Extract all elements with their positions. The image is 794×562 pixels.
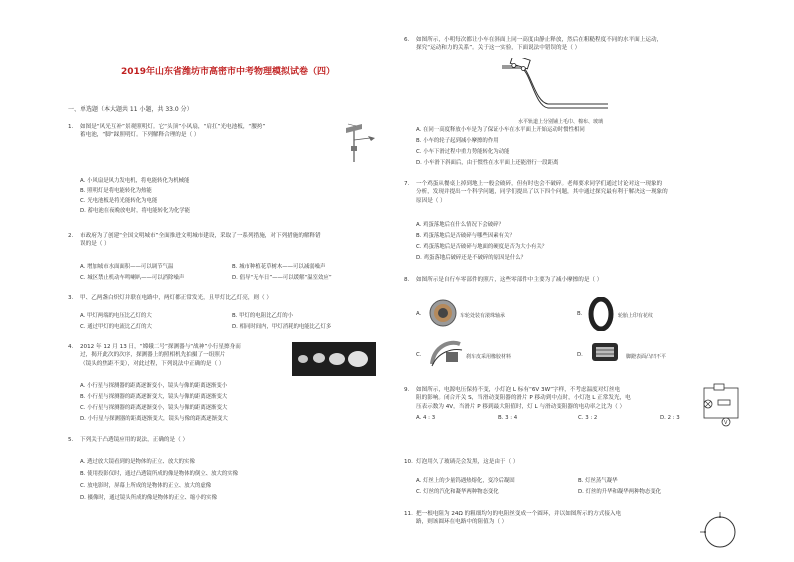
- question-4: [68, 343, 241, 368]
- ball-bearing-photo: [428, 298, 458, 328]
- option: A. 4 : 3: [416, 415, 436, 421]
- option: A. 鸡蛋落地后在什么情况下会破碎？: [416, 222, 504, 228]
- option: B. 照明灯是将电能转化为热能: [80, 188, 152, 194]
- question-number: 10.: [404, 459, 413, 465]
- question-text: 一个鸡蛋从餐桌上掉到地上一般会破碎，但有时也会不破碎。老师要求同学们通过讨论对这一现象的: [416, 181, 663, 187]
- option: C. 光电池板是将光能转化为电能: [80, 198, 158, 204]
- option: D. 鸡蛋落地后破碎还是不破碎的原因是什么？: [416, 255, 527, 261]
- section-heading: 一、单选题（本大题共 11 小题，共 33.0 分）: [68, 106, 193, 113]
- ring-resistor-figure: [700, 510, 740, 550]
- question-number: 9.: [404, 387, 410, 393]
- option: C. 放电影时，屏幕上所成的是物体的正立、放大的虚像: [80, 483, 212, 489]
- option: B. 鸡蛋落地后是否破碎与哪些因素有关？: [416, 233, 515, 239]
- option: D. 倡导“无车日”——可以缓解“温室效应”: [232, 275, 332, 281]
- option: A. 在同一高度释放小车是为了保证小车在水平面上开始运动时惯性相同: [416, 127, 585, 133]
- option-letter: C.: [416, 352, 422, 358]
- question-number: 11.: [404, 511, 413, 517]
- option: C. 灯丝的汽化和凝华两种物态变化: [416, 489, 499, 495]
- option: B. 小行星与探测器的距离逐渐变大，镜头与像的距离逐渐变大: [80, 394, 228, 400]
- question-text: 路，则该圆环在电路中的阻值为（ ）: [416, 519, 508, 526]
- option: A. 增加城市水面面积——可以调节气温: [80, 264, 174, 270]
- brake-pad-photo: [428, 338, 464, 370]
- image-label: 刹车皮采用橡胶材料: [466, 354, 512, 360]
- image-label: 脚蹬表面凸凹不平: [626, 354, 667, 360]
- question-6: [404, 36, 662, 53]
- option: C. 通过甲灯的电流比乙灯的大: [80, 324, 152, 330]
- question-text: 探究“运动和力的关系”。关于这一实验，下面说法中错误的是（ ）: [416, 45, 581, 52]
- option: A. 灯丝上的少量钨遇热熔化，变冷后凝固: [416, 478, 515, 484]
- pedal-photo: [588, 337, 624, 369]
- option-letter: D.: [577, 352, 583, 358]
- question-11: [404, 510, 621, 527]
- question-text: 蓄电池，“脚”踩照明灯。下列解释合理的是（ ）: [80, 132, 200, 139]
- option: A. 小行星与探测器的距离逐渐变小，镜头与像的距离逐渐变小: [80, 383, 228, 389]
- question-2: [68, 232, 321, 249]
- svg-text:V: V: [724, 420, 728, 426]
- question-8: [404, 276, 602, 284]
- question-text: 原因是（ ）: [416, 197, 446, 204]
- question-7: [404, 180, 668, 205]
- question-number: 8.: [404, 277, 410, 283]
- question-number: 7.: [404, 181, 410, 187]
- circuit-diagram: [700, 382, 744, 428]
- incline-cart-figure: [500, 58, 610, 116]
- street-light-figure: [340, 122, 378, 164]
- question-text: 如图所示是自行车零部件的照片，这些零部件中主要为了减小摩擦的是（ ）: [416, 277, 603, 283]
- question-1: [68, 123, 265, 140]
- question-text: 过，揭开此次的次序，探测器上的照相机先拍摄了一组照片: [80, 352, 226, 359]
- option: C. 3 : 2: [578, 415, 598, 421]
- question-text: 阻的影响。闭合开关 S，当滑动变阻器的滑片 P 移动到中点时，小灯泡 L 正常发光，电: [416, 395, 631, 402]
- question-9: [404, 386, 631, 411]
- question-number: 2.: [68, 233, 74, 239]
- option: B. 小车的轮子起到减小摩擦的作用: [416, 138, 499, 144]
- question-10: [404, 458, 518, 466]
- tire-photo: [588, 297, 618, 331]
- question-text: 把一根电阻为 24Ω 的粗细均匀的电阻丝变成一个圆环，并以如图所示的方式接入电: [416, 511, 622, 517]
- question-3: [68, 294, 272, 302]
- question-text: 如图是“风光互补”景观照明灯。它“头顶”小风扇，“肩扛”光电池板，“腰挎”: [80, 124, 266, 130]
- question-text: 甲、乙两盏白炽灯并联在电路中，两灯都正常发光，且甲灯比乙灯亮，则（ ）: [80, 295, 272, 301]
- image-label: 车轮处装有滚珠轴承: [460, 313, 506, 319]
- option: C. 小行星与探测器的距离逐渐变小，镜头与像的距离逐渐变大: [80, 405, 228, 411]
- asteroid-photo-strip: [292, 342, 376, 376]
- question-text: 分析，发现并提出一个科学问题，同学们提出了以下四个问题，其中通过探究最有利于解决这一现象的: [416, 189, 668, 196]
- option: C. 鸡蛋落地后是否破碎与地面的硬度是否为大小有关？: [416, 244, 548, 250]
- option: A. 甲灯两端的电压比乙灯的大: [80, 313, 152, 319]
- question-number: 5.: [68, 437, 74, 443]
- question-number: 4.: [68, 344, 74, 350]
- question-text: 误的是（ ）: [80, 241, 110, 248]
- question-text: 下列关于凸透镜应用的说法，正确的是（ ）: [80, 437, 189, 443]
- option: B. 使用投影仪时，通过凸透镜所成的像是物体的倒立、放大的实像: [80, 471, 239, 477]
- option: A. 小风扇是风力发电机，将电能转化为机械能: [80, 178, 190, 184]
- option: D. 灯丝的升华和凝华两种物态变化: [578, 489, 662, 495]
- question-text: 如图所示，小明每次都让小车在斜面上同一高度由静止释放，然后在粗糙程度不同的水平面上运动，: [416, 37, 663, 43]
- question-text: 压表示数为 4V，当滑片 P 移到最大阻值时，灯 L 与滑动变阻器的电功率之比为（ ）: [416, 403, 626, 410]
- option-letter: A.: [416, 311, 422, 317]
- option: B. 3 : 4: [498, 415, 518, 421]
- question-number: 3.: [68, 295, 74, 301]
- exam-title: 2019年山东省潍坊市高密市中考物理模拟试卷（四）: [120, 67, 336, 77]
- question-5: [68, 436, 188, 444]
- option: A. 透过放大镜看到的是物体的正立、放大的实像: [80, 459, 195, 465]
- question-text: （镜头的焦距不变），对此过程，下列说法中正确的是（ ）: [80, 360, 225, 367]
- question-number: 1.: [68, 124, 74, 130]
- figure-caption: 水平轨道上分别铺上毛巾、棉布、玻璃: [518, 119, 604, 125]
- option: D. 2 : 3: [660, 415, 680, 421]
- option: D. 蓄电池在夜晚放电时，将电能转化为化学能: [80, 208, 191, 214]
- option: B. 灯丝蒸气凝华: [578, 478, 618, 484]
- question-number: 6.: [404, 37, 410, 43]
- option: D. 相同时间内，甲灯消耗的电能比乙灯多: [232, 324, 332, 330]
- option: D. 小车滑下斜面后，由于惯性在水平面上还能滑行一段距离: [416, 160, 559, 166]
- question-text: 市政府为了创建“全国文明城市”全面推进文明城市建设，采取了一系列措施，对下列措施的解释错: [80, 233, 321, 239]
- question-text: 2012 年 12 月 13 日，“嫦娥二号”探测器与“战神”小行星擦身而: [80, 344, 241, 350]
- option: D. 小行星与探测器的距离逐渐变大，镜头与像的距离逐渐变大: [80, 416, 228, 422]
- option: C. 城区禁止机动车鸣喇叭——可以消除噪声: [80, 275, 185, 281]
- question-text: 如图所示，电源电压保持不变，小灯泡 L 标有“6V 3W”字样，不考虑温度对灯丝电: [416, 387, 621, 393]
- option: C. 小车下滑过程中重力势能转化为动能: [416, 149, 510, 155]
- option-letter: B.: [577, 311, 583, 317]
- image-label: 轮胎上印有花纹: [618, 313, 654, 319]
- option: D. 摄像时，通过镜头所成的像是物体的正立、缩小的实像: [80, 495, 217, 501]
- option: B. 城市种植花草树木——可以减弱噪声: [232, 264, 326, 270]
- option: B. 甲灯的电阻比乙灯的小: [232, 313, 294, 319]
- question-text: 灯泡用久了玻璃壳会发黑，这是由于（ ）: [416, 459, 519, 465]
